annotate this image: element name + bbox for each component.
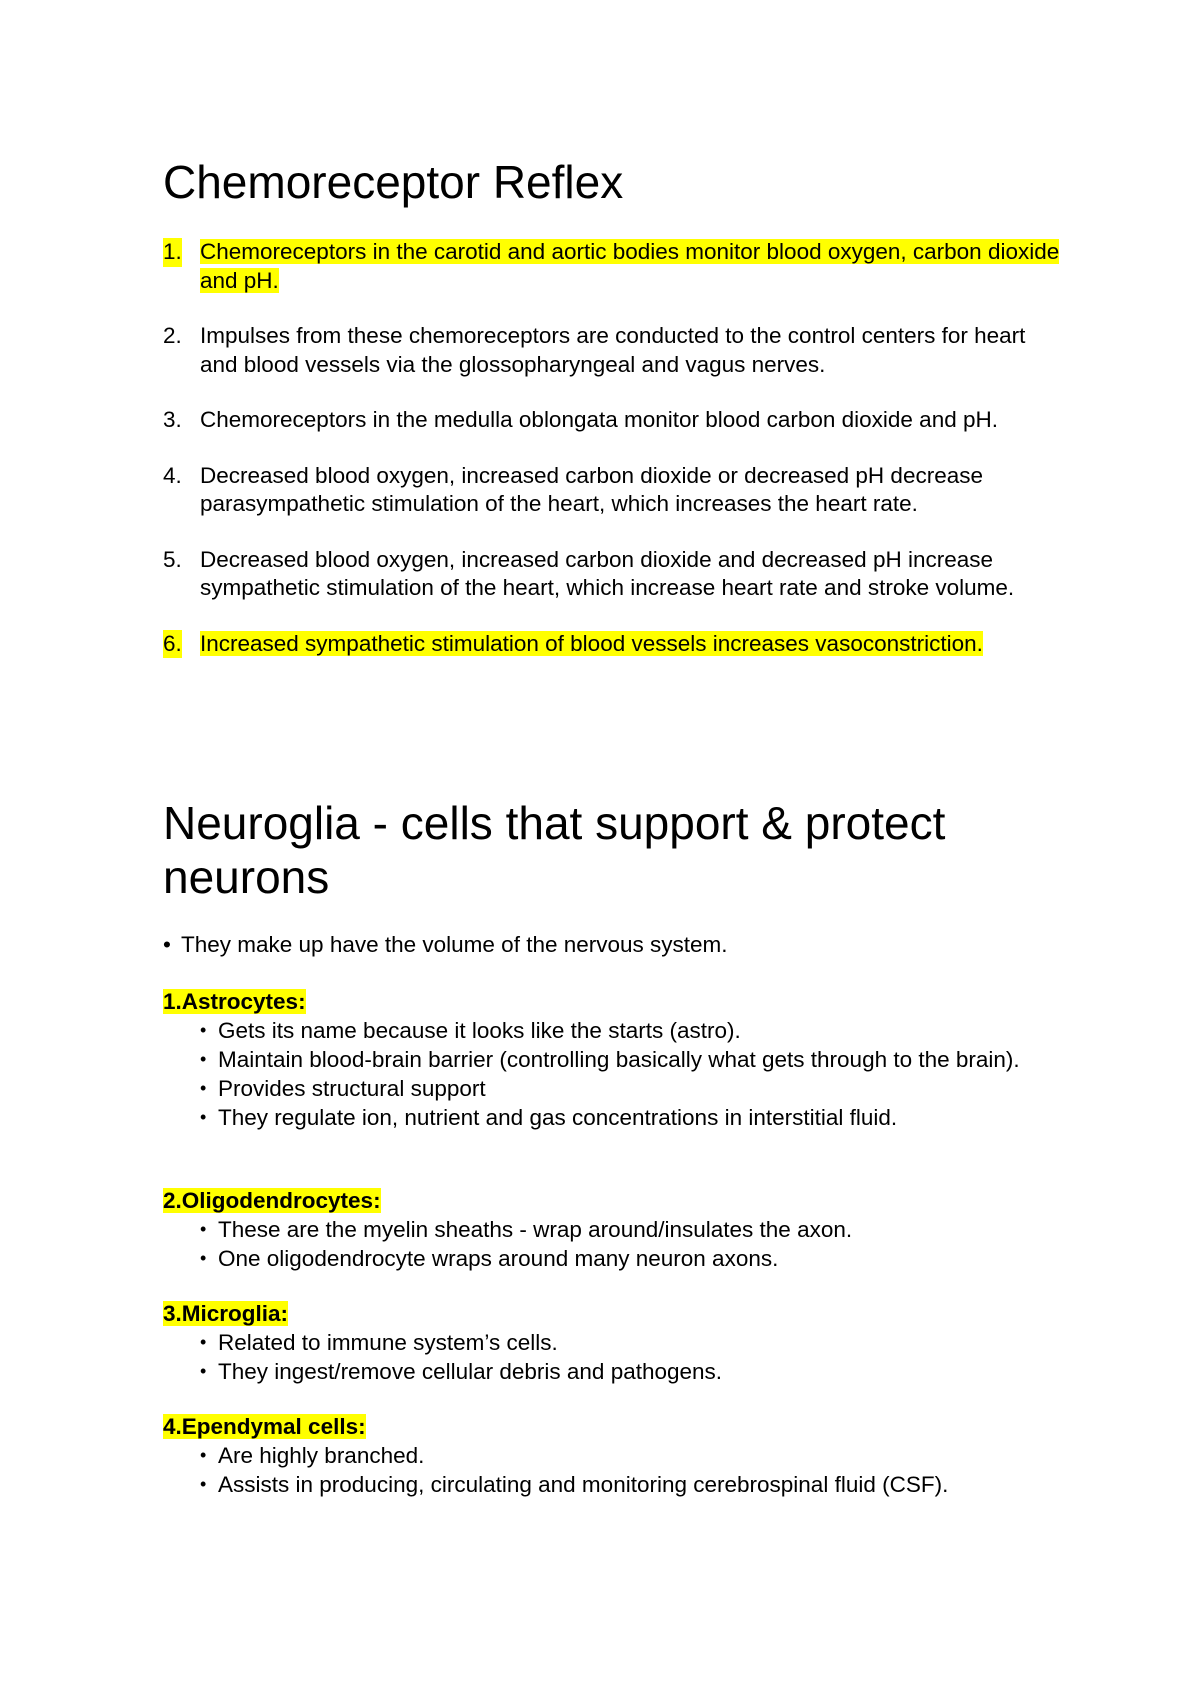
chemoreceptor-steps-list <box>163 238 1063 685</box>
cell-type-bullets <box>163 1328 1063 1386</box>
list-item: • Related to immune system’s cells. <box>200 1328 1063 1357</box>
cell-type-bullets <box>163 1016 1063 1132</box>
list-item: • Provides structural support <box>200 1074 1063 1103</box>
step-number: 4. <box>163 462 182 488</box>
step-number: 1. <box>163 238 182 267</box>
step-text: Impulses from these chemoreceptors are conducted to the control centers for heart and blood vessels via the glossopharyngeal and vagus nerves. <box>200 323 1026 377</box>
neuroglia-intro <box>163 930 1063 959</box>
list-item: • Are highly branched. <box>200 1441 1063 1470</box>
step-text: Chemoreceptors in the medulla oblongata monitor blood carbon dioxide and pH. <box>200 407 998 432</box>
cell-type-heading: 1.Astrocytes: <box>163 989 306 1014</box>
step-number: 6. <box>163 630 182 659</box>
list-item: • Assists in producing, circulating and monitoring cerebrospinal fluid (CSF). <box>200 1470 1063 1499</box>
cell-type-heading: 2.Oligodendrocytes: <box>163 1188 381 1213</box>
step-item <box>163 462 1063 519</box>
section-title-chemoreceptor-reflex: Chemoreceptor Reflex <box>163 156 624 208</box>
cell-type-bullets <box>163 1215 1063 1273</box>
cell-type-label: 1.Astrocytes <box>163 989 299 1014</box>
cell-type-astrocytes <box>163 987 1063 1132</box>
intro-text: They make up have the volume of the nervous system. <box>181 932 728 957</box>
step-item <box>163 546 1063 603</box>
step-text: Increased sympathetic stimulation of blood vessels increases vasoconstriction. <box>200 630 983 656</box>
step-text: Decreased blood oxygen, increased carbon dioxide and decreased pH increase sympathetic stimulation of the heart, which increase heart rate and stroke volume. <box>200 546 1015 600</box>
list-item: • Maintain blood-brain barrier (controlling basically what gets through to the brain). <box>200 1045 1063 1074</box>
cell-type-label: 2.Oligodendrocytes <box>163 1188 374 1213</box>
section-title-neuroglia: Neuroglia - cells that support & protect neurons <box>163 797 946 903</box>
step-number: 5. <box>163 546 182 572</box>
cell-type-oligodendrocytes <box>163 1186 1063 1273</box>
cell-type-heading: 3.Microglia: <box>163 1301 289 1326</box>
cell-type-microglia <box>163 1299 1063 1386</box>
step-item <box>163 630 1063 659</box>
step-item <box>163 238 1063 295</box>
step-number: 3. <box>163 407 182 432</box>
step-text: Chemoreceptors in the carotid and aortic bodies monitor blood oxygen, carbon dioxide and pH. <box>200 239 1060 293</box>
cell-type-bullets <box>163 1441 1063 1499</box>
cell-type-heading: 4.Ependymal cells: <box>163 1414 366 1439</box>
step-text: Decreased blood oxygen, increased carbon dioxide or decreased pH decrease parasympathetic stimulation of the heart, which increases the heart rate. <box>200 462 983 516</box>
step-item <box>163 406 1063 435</box>
list-item: • They regulate ion, nutrient and gas concentrations in interstitial fluid. <box>200 1103 1063 1132</box>
list-item: • One oligodendrocyte wraps around many neuron axons. <box>200 1244 1063 1273</box>
bullet-icon: • <box>163 932 171 957</box>
step-number: 2. <box>163 323 182 348</box>
list-item: • Gets its name because it looks like the starts (astro). <box>200 1016 1063 1045</box>
step-item <box>163 322 1063 379</box>
list-item: • These are the myelin sheaths - wrap around/insulates the axon. <box>200 1215 1063 1244</box>
list-item: • They ingest/remove cellular debris and pathogens. <box>200 1357 1063 1386</box>
cell-type-label: 3.Microglia <box>163 1301 281 1326</box>
cell-type-ependymal-cells <box>163 1412 1063 1499</box>
cell-type-label: 4.Ependymal cells <box>163 1414 359 1439</box>
